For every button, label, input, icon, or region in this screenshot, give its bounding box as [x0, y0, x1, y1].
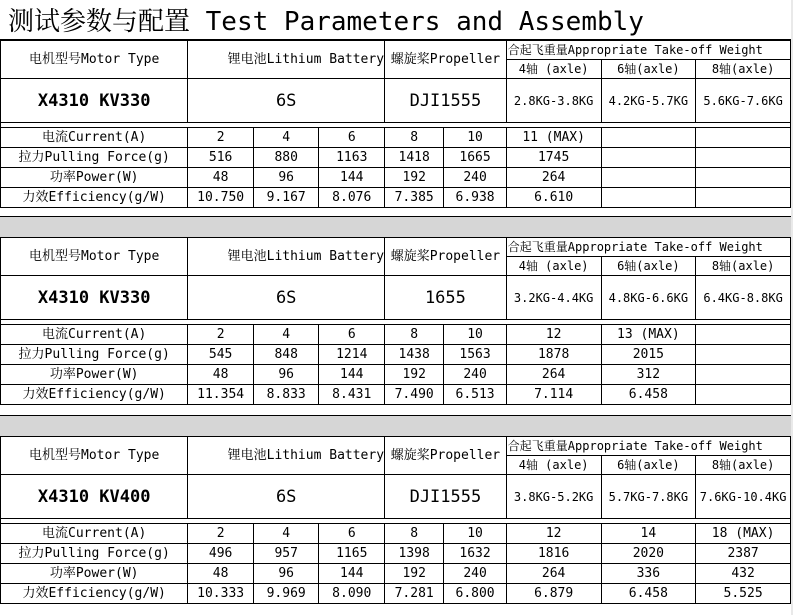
- test-table: [0, 436, 791, 604]
- data-cell: 1563: [444, 345, 506, 365]
- data-cell: 1816: [506, 544, 601, 564]
- test-section: [0, 40, 793, 208]
- data-cell: 1398: [385, 544, 444, 564]
- row-label: 拉力Pulling Force(g): [1, 345, 188, 365]
- data-cell: 545: [188, 345, 254, 365]
- data-cell: 1745: [506, 148, 601, 168]
- axle-6-header: 6轴(axle): [601, 456, 696, 475]
- data-cell: 7.385: [385, 188, 444, 208]
- data-cell: 8.431: [319, 385, 385, 405]
- battery-value: 6S: [188, 276, 385, 320]
- test-table: [0, 40, 791, 208]
- row-label: 力效Efficiency(g/W): [1, 385, 188, 405]
- pulling-force-row: [1, 544, 791, 564]
- data-cell: 144: [319, 564, 385, 584]
- takeoff-6-axle: 5.7KG-7.8KG: [601, 475, 696, 519]
- data-cell: 12: [506, 325, 601, 345]
- data-cell: 144: [319, 168, 385, 188]
- data-cell: 2020: [601, 544, 696, 564]
- axle-4-header: 4轴 (axle): [506, 60, 601, 79]
- data-cell: 2: [188, 325, 254, 345]
- data-cell: 5.525: [696, 584, 791, 604]
- data-cell: [696, 365, 791, 385]
- takeoff-4-axle: 3.2KG-4.4KG: [506, 276, 601, 320]
- data-cell: 1418: [385, 148, 444, 168]
- test-section: [0, 237, 793, 405]
- data-cell: 10.750: [188, 188, 254, 208]
- data-cell: 2: [188, 128, 254, 148]
- data-cell: 9.167: [253, 188, 319, 208]
- data-cell: 880: [253, 148, 319, 168]
- data-cell: [696, 128, 791, 148]
- motor-type-header: 电机型号Motor Type: [1, 41, 188, 79]
- section-divider: [0, 415, 793, 437]
- takeoff-4-axle: 3.8KG-5.2KG: [506, 475, 601, 519]
- current-row: [1, 325, 791, 345]
- data-cell: [696, 188, 791, 208]
- takeoff-8-axle: 7.6KG-10.4KG: [696, 475, 791, 519]
- data-cell: 9.969: [253, 584, 319, 604]
- row-label: 力效Efficiency(g/W): [1, 584, 188, 604]
- data-cell: 48: [188, 564, 254, 584]
- power-row: [1, 168, 791, 188]
- data-cell: 1438: [385, 345, 444, 365]
- takeoff-8-axle: 5.6KG-7.6KG: [696, 79, 791, 123]
- data-cell: 1214: [319, 345, 385, 365]
- data-cell: [601, 128, 696, 148]
- data-cell: 1163: [319, 148, 385, 168]
- propeller-value: 1655: [385, 276, 507, 320]
- row-label: 功率Power(W): [1, 564, 188, 584]
- data-cell: 192: [385, 365, 444, 385]
- data-cell: [601, 188, 696, 208]
- propeller-header: 螺旋桨Propeller: [385, 41, 507, 79]
- data-cell: 8: [385, 524, 444, 544]
- takeoff-4-axle: 2.8KG-3.8KG: [506, 79, 601, 123]
- data-cell: 8.833: [253, 385, 319, 405]
- propeller-value: DJI1555: [385, 475, 507, 519]
- data-cell: 240: [444, 168, 506, 188]
- data-cell: [696, 148, 791, 168]
- data-cell: 96: [253, 564, 319, 584]
- row-label: 拉力Pulling Force(g): [1, 148, 188, 168]
- data-cell: 240: [444, 564, 506, 584]
- data-cell: 192: [385, 168, 444, 188]
- data-cell: 848: [253, 345, 319, 365]
- data-cell: 6.458: [601, 584, 696, 604]
- axle-6-header: 6轴(axle): [601, 60, 696, 79]
- data-cell: 957: [253, 544, 319, 564]
- pulling-force-row: [1, 345, 791, 365]
- data-cell: 4: [253, 128, 319, 148]
- data-cell: 2: [188, 524, 254, 544]
- data-cell: 4: [253, 524, 319, 544]
- propeller-value: DJI1555: [385, 79, 507, 123]
- efficiency-row: [1, 584, 791, 604]
- data-cell: [696, 385, 791, 405]
- data-cell: 7.114: [506, 385, 601, 405]
- battery-value: 6S: [188, 475, 385, 519]
- takeoff-header: 合起飞重量Appropriate Take-off Weight: [506, 437, 790, 456]
- data-cell: 1165: [319, 544, 385, 564]
- test-section: [0, 436, 793, 604]
- data-cell: 6: [319, 325, 385, 345]
- data-cell: 10: [444, 325, 506, 345]
- data-cell: 11 (MAX): [506, 128, 601, 148]
- data-cell: 312: [601, 365, 696, 385]
- data-cell: 516: [188, 148, 254, 168]
- data-cell: 192: [385, 564, 444, 584]
- takeoff-header: 合起飞重量Appropriate Take-off Weight: [506, 41, 790, 60]
- takeoff-6-axle: 4.8KG-6.6KG: [601, 276, 696, 320]
- test-table: [0, 237, 791, 405]
- data-cell: 48: [188, 168, 254, 188]
- data-cell: 8.090: [319, 584, 385, 604]
- data-cell: 2015: [601, 345, 696, 365]
- data-cell: 13 (MAX): [601, 325, 696, 345]
- data-cell: 10: [444, 128, 506, 148]
- data-cell: 264: [506, 168, 601, 188]
- axle-8-header: 8轴(axle): [696, 456, 791, 475]
- section-divider: [0, 216, 793, 238]
- data-cell: [696, 345, 791, 365]
- data-cell: [696, 325, 791, 345]
- data-cell: 6: [319, 128, 385, 148]
- efficiency-row: [1, 188, 791, 208]
- battery-header: 锂电池Lithium Battery: [188, 437, 385, 475]
- axle-8-header: 8轴(axle): [696, 60, 791, 79]
- efficiency-row: [1, 385, 791, 405]
- data-cell: 7.490: [385, 385, 444, 405]
- data-cell: 496: [188, 544, 254, 564]
- current-row: [1, 128, 791, 148]
- row-label: 力效Efficiency(g/W): [1, 188, 188, 208]
- propeller-header: 螺旋桨Propeller: [385, 437, 507, 475]
- motor-model: X4310 KV400: [1, 475, 188, 519]
- data-cell: 12: [506, 524, 601, 544]
- data-cell: 96: [253, 365, 319, 385]
- data-cell: 240: [444, 365, 506, 385]
- data-cell: 144: [319, 365, 385, 385]
- axle-6-header: 6轴(axle): [601, 257, 696, 276]
- motor-type-header: 电机型号Motor Type: [1, 437, 188, 475]
- row-label: 功率Power(W): [1, 365, 188, 385]
- data-cell: 1632: [444, 544, 506, 564]
- data-cell: 14: [601, 524, 696, 544]
- data-cell: 18 (MAX): [696, 524, 791, 544]
- data-cell: 6.938: [444, 188, 506, 208]
- data-cell: 8: [385, 325, 444, 345]
- propeller-header: 螺旋桨Propeller: [385, 238, 507, 276]
- data-cell: 48: [188, 365, 254, 385]
- data-cell: 1878: [506, 345, 601, 365]
- current-row: [1, 524, 791, 544]
- data-cell: 11.354: [188, 385, 254, 405]
- motor-model: X4310 KV330: [1, 79, 188, 123]
- data-cell: [696, 168, 791, 188]
- data-cell: 6.879: [506, 584, 601, 604]
- data-cell: 2387: [696, 544, 791, 564]
- axle-4-header: 4轴 (axle): [506, 456, 601, 475]
- takeoff-6-axle: 4.2KG-5.7KG: [601, 79, 696, 123]
- data-cell: 96: [253, 168, 319, 188]
- row-label: 功率Power(W): [1, 168, 188, 188]
- row-label: 电流Current(A): [1, 524, 188, 544]
- row-label: 电流Current(A): [1, 128, 188, 148]
- data-cell: 264: [506, 365, 601, 385]
- page-title: 测试参数与配置 Test Parameters and Assembly: [0, 0, 793, 40]
- data-cell: 6.610: [506, 188, 601, 208]
- data-cell: [601, 148, 696, 168]
- data-cell: 8: [385, 128, 444, 148]
- axle-8-header: 8轴(axle): [696, 257, 791, 276]
- data-cell: 264: [506, 564, 601, 584]
- pulling-force-row: [1, 148, 791, 168]
- data-cell: 6.513: [444, 385, 506, 405]
- row-label: 拉力Pulling Force(g): [1, 544, 188, 564]
- data-cell: [601, 168, 696, 188]
- power-row: [1, 564, 791, 584]
- data-cell: 10: [444, 524, 506, 544]
- battery-value: 6S: [188, 79, 385, 123]
- data-cell: 336: [601, 564, 696, 584]
- power-row: [1, 365, 791, 385]
- motor-type-header: 电机型号Motor Type: [1, 238, 188, 276]
- row-label: 电流Current(A): [1, 325, 188, 345]
- takeoff-header: 合起飞重量Appropriate Take-off Weight: [506, 238, 790, 257]
- data-cell: 1665: [444, 148, 506, 168]
- data-cell: 432: [696, 564, 791, 584]
- data-cell: 10.333: [188, 584, 254, 604]
- battery-header: 锂电池Lithium Battery: [188, 41, 385, 79]
- takeoff-8-axle: 6.4KG-8.8KG: [696, 276, 791, 320]
- data-cell: 6: [319, 524, 385, 544]
- data-cell: 4: [253, 325, 319, 345]
- data-cell: 8.076: [319, 188, 385, 208]
- data-cell: 6.458: [601, 385, 696, 405]
- motor-model: X4310 KV330: [1, 276, 188, 320]
- axle-4-header: 4轴 (axle): [506, 257, 601, 276]
- battery-header: 锂电池Lithium Battery: [188, 238, 385, 276]
- data-cell: 6.800: [444, 584, 506, 604]
- data-cell: 7.281: [385, 584, 444, 604]
